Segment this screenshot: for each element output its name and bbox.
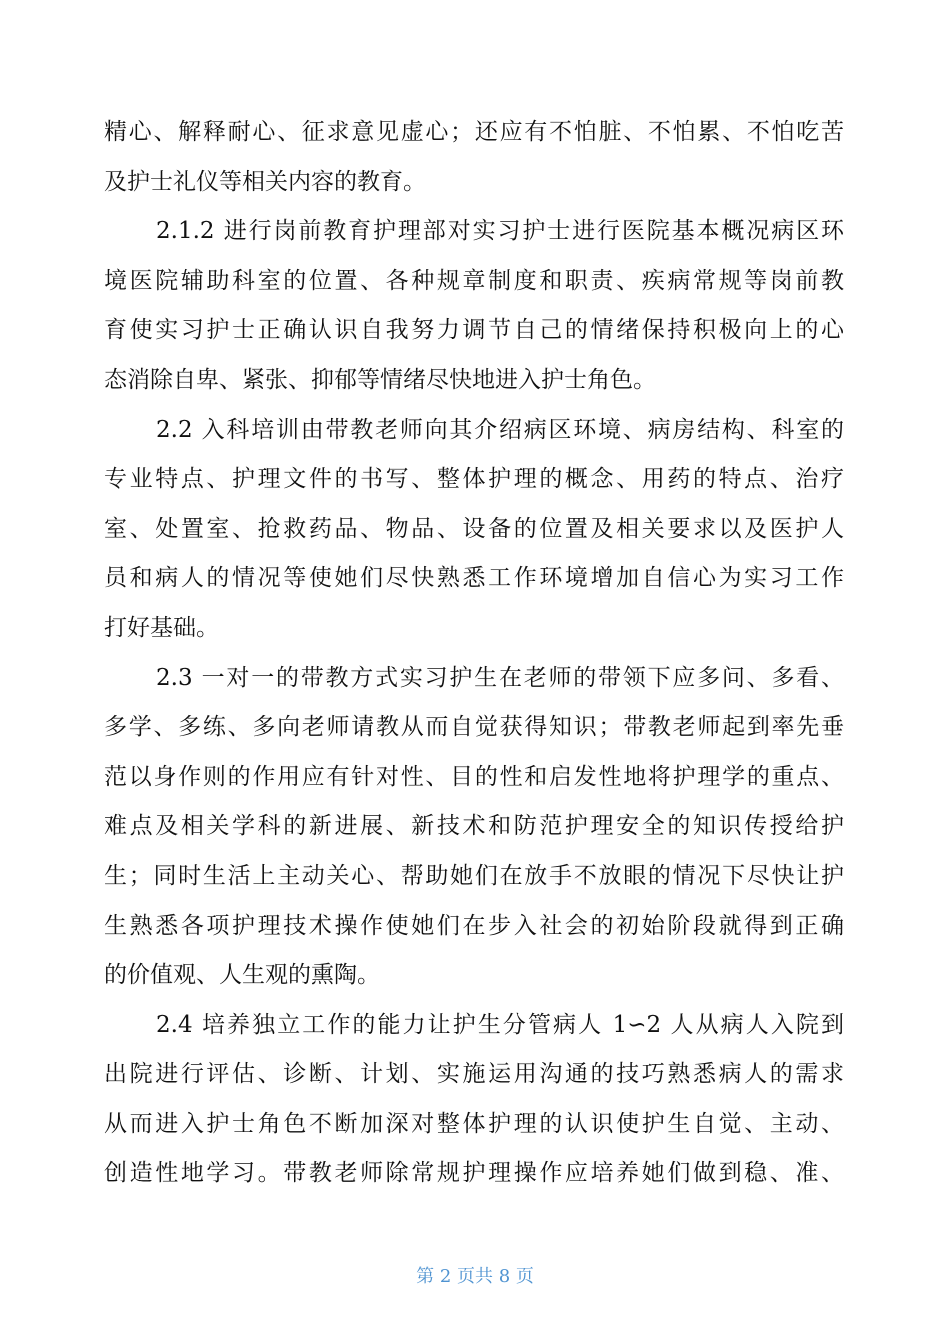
text-line: 员和病人的情况等使她们尽快熟悉工作环境增加自信心为实习工作 <box>104 565 844 592</box>
text-line: 生；同时生活上主动关心、帮助她们在放手不放眼的情况下尽快让护 <box>104 862 844 889</box>
text-line: 专业特点、护理文件的书写、整体护理的概念、用药的特点、治疗 <box>104 466 844 493</box>
text-line: 2.3 一对一的带教方式实习护生在老师的带领下应多问、多看、 <box>156 664 844 691</box>
page-number-footer: 第 2 页共 8 页 <box>416 1266 534 1287</box>
text-line: 2.2 入科培训由带教老师向其介绍病区环境、病房结构、科室的 <box>156 416 844 443</box>
text-line: 打好基础。 <box>104 614 219 641</box>
text-line: 难点及相关学科的新进展、新技术和防范护理安全的知识传授给护 <box>104 813 844 840</box>
text-line: 多学、多练、多向老师请教从而自觉获得知识；带教老师起到率先垂 <box>104 714 844 741</box>
paragraph-continuation <box>104 108 844 207</box>
text-line: 境医院辅助科室的位置、各种规章制度和职责、疾病常规等岗前教 <box>104 267 844 294</box>
text-line: 出院进行评估、诊断、计划、实施运用沟通的技巧熟悉病人的需求 <box>104 1061 844 1088</box>
text-line: 创造性地学习。带教老师除常规护理操作应培养她们做到稳、准、 <box>104 1160 844 1187</box>
paragraph-2-3 <box>104 654 844 1001</box>
paragraph-2-4 <box>104 1001 844 1199</box>
paragraph-2-1-2 <box>104 207 844 405</box>
text-line: 育使实习护士正确认识自我努力调节自己的情绪保持积极向上的心 <box>104 317 844 344</box>
text-line: 精心、解释耐心、征求意见虚心；还应有不怕脏、不怕累、不怕吃苦 <box>104 119 844 145</box>
paragraph-2-2 <box>104 406 844 654</box>
text-line: 态消除自卑、紧张、抑郁等情绪尽快地进入护士角色。 <box>104 366 656 393</box>
text-line: 生熟悉各项护理技术操作使她们在步入社会的初始阶段就得到正确 <box>104 912 844 939</box>
text-line: 的价值观、人生观的熏陶。 <box>104 962 380 989</box>
body-text <box>104 108 844 1199</box>
text-line: 范以身作则的作用应有针对性、目的性和启发性地将护理学的重点、 <box>104 763 844 790</box>
text-line: 2.1.2 进行岗前教育护理部对实习护士进行医院基本概况病区环 <box>156 218 844 245</box>
text-line: 2.4 培养独立工作的能力让护生分管病人 1∽2 人从病人入院到 <box>156 1011 844 1038</box>
text-line: 室、处置室、抢救药品、物品、设备的位置及相关要求以及医护人 <box>104 515 844 542</box>
text-line: 从而进入护士角色不断加深对整体护理的认识使护生自觉、主动、 <box>104 1110 844 1137</box>
text-line: 及护士礼仪等相关内容的教育。 <box>104 168 426 195</box>
